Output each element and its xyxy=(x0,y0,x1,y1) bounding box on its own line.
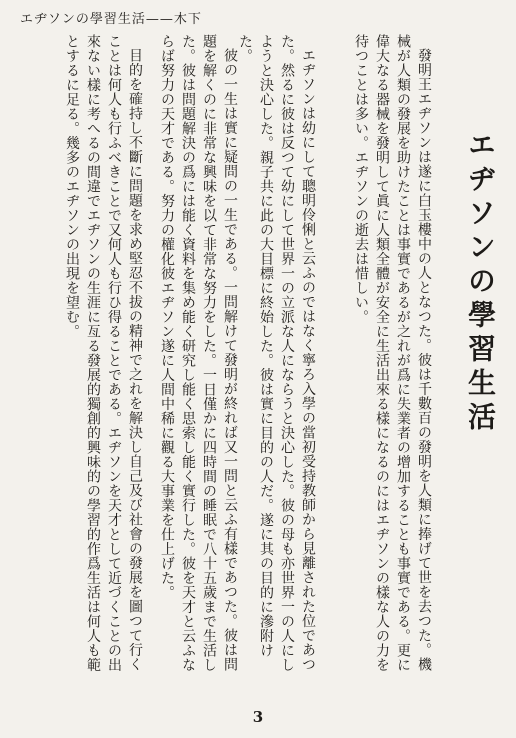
paragraph-2-text: エヂソンは幼にして聰明伶悧と云ふのではなく寧ろ入學の當初受持教師から見離された位であつた。然るに彼は反つて幼にして世界一の立派な人にならうと決心した。彼の母も亦世界一の人にしようと決心した。親子共に此の大目標に終始した。彼は實に目的の人だ。遂に其の目的に滲附けた。 xyxy=(237,34,316,672)
paragraph-3-text: 彼の一生は實に疑問の一生である。一問解けて發明が終れば又一問と云ふ有樣であつた。彼は問題を解くのに非常な興味を以て非常な努力をした。一日僅かに四時間の睡眠で八十五歲まで生活した。彼は問題解決の爲には能く資料を集め能く研究し能く思索し能く實行した。彼を天才と云ふならば努力の天才である。努力の權化彼エヂソン遂に人間中稀に觀る大事業を仕上げた。 xyxy=(159,34,238,672)
running-head: エヂソンの學習生活——木下 xyxy=(20,12,202,27)
paragraph-4 xyxy=(25,34,145,679)
article-title: エヂソンの學習生活 xyxy=(464,130,497,436)
paragraph-1 xyxy=(324,34,434,679)
paragraph-1-text: 發明王エヂソンは遂に白玉樓中の人となつた。彼は千數百の發明を人類に捧げて世を去つた。機械が人類の發展を助けたことは事實であるが之れが爲に失業者の增加することも事實である。更に偉大なる器械を發明して眞に人類全體が安全に生活出來る樣になるのにはエヂソンの樣な人の力を待つことは多い。エヂソンの逝去は惜しい。 xyxy=(353,34,432,672)
paragraph-3 xyxy=(150,34,240,679)
paragraph-4-text: 目的を確持し不斷に問題を求め堅忍不拔の精神で之れを解決し自己及び社會の發展を圖つて行くことは何人も行ふべきことで又何人も行ひ得ることである。エヂソンを天才として近づくことの出來ない樣に考へるの間違でエヂソンの生涯に亙る發展的獨創的興味的の學習的作爲生活は何人も範とするに足る。幾多のエヂソンの出現を望む。 xyxy=(64,34,143,672)
page-number: 3 xyxy=(252,708,264,726)
paragraph-2 xyxy=(237,34,318,679)
article-body xyxy=(28,34,500,690)
